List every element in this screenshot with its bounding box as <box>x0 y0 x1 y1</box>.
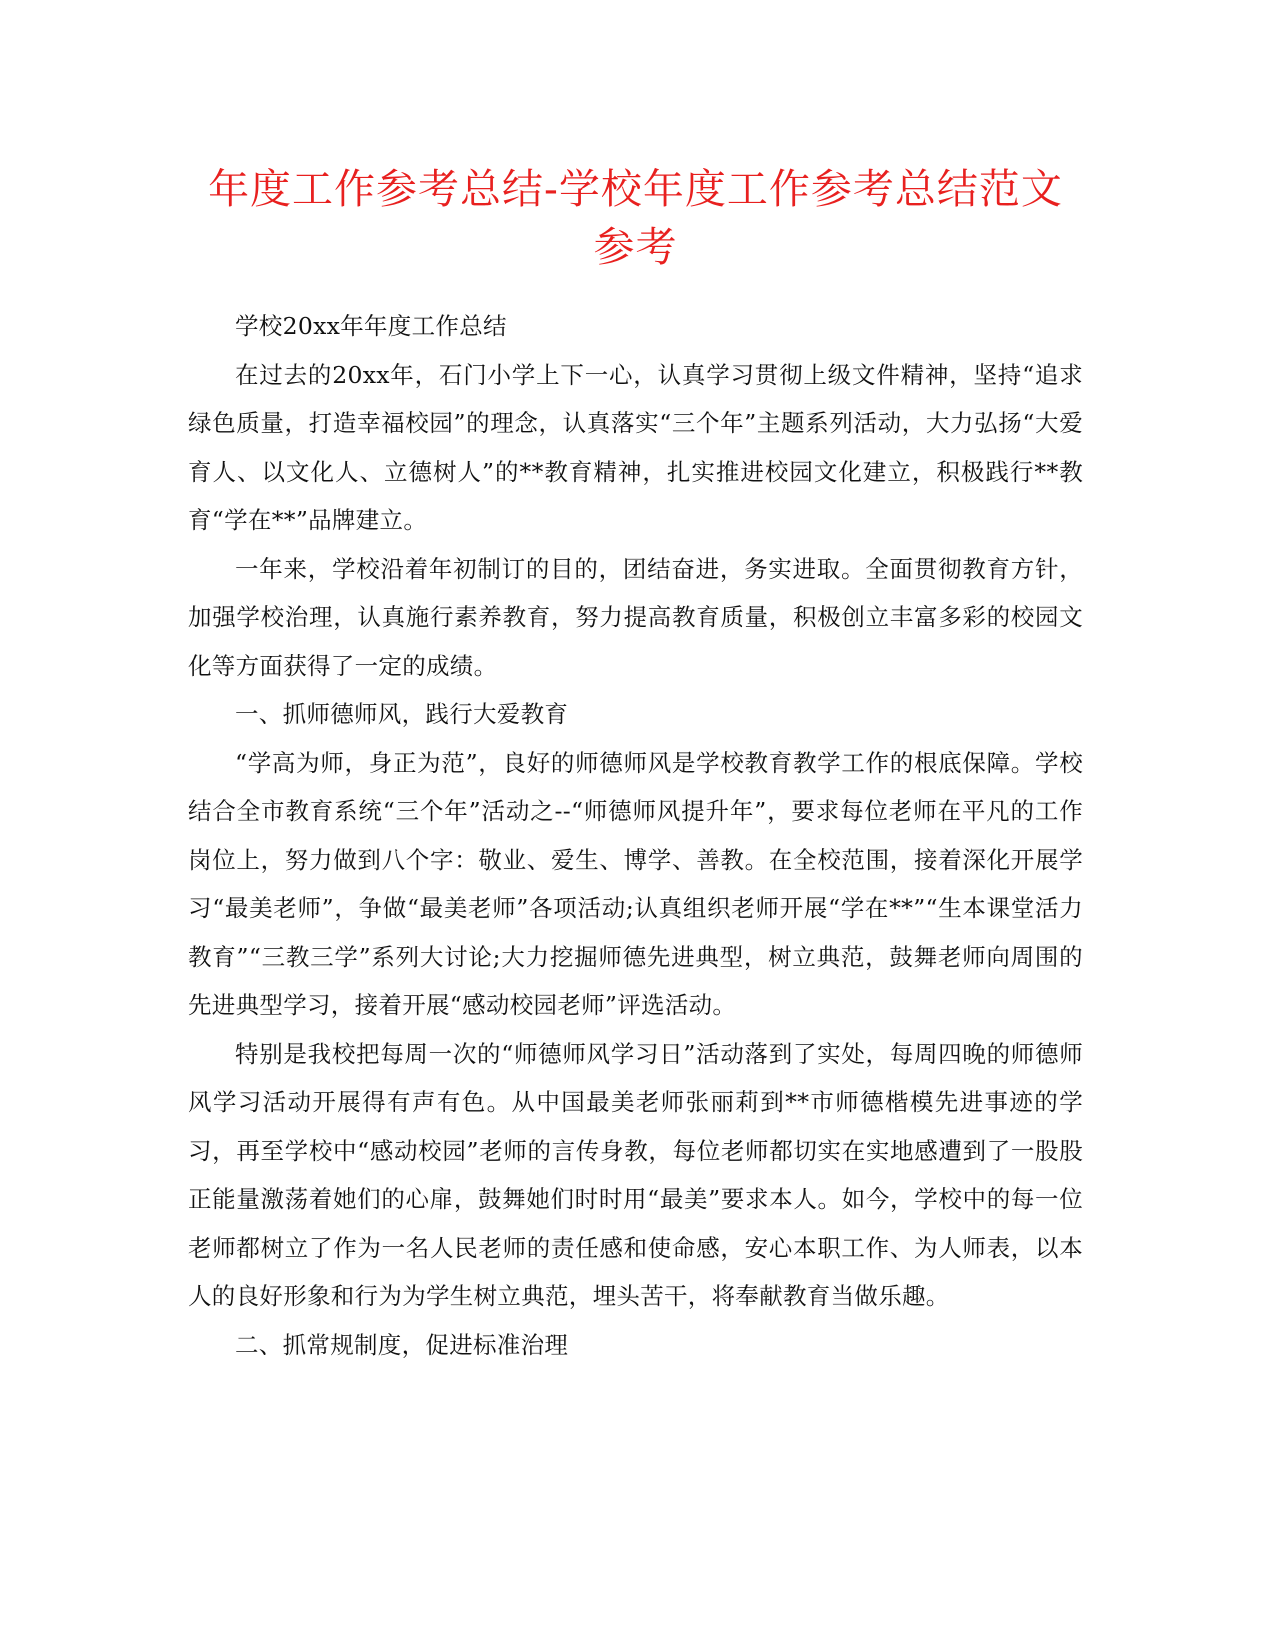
intro-paragraph-2: 一年来，学校沿着年初制订的目的，团结奋进，务实进取。全面贯彻教育方针，加强学校治理，认真施行素养教育，努力提高教育质量，积极创立丰富多彩的校园文化等方面获得了一定的成绩。 <box>188 554 1083 680</box>
document-page <box>188 160 1083 1369</box>
section-1-paragraph-1: “学高为师，身正为范”，良好的师德师风是学校教育教学工作的根底保障。学校结合全市教育系统“三个年”活动之--“师德师风提升年”，要求每位老师在平凡的工作岗位上，努力做到八个字：敬业、爱生、博学、善教。在全校范围，接着深化开展学习“最美老师”，争做“最美老师”各项活动;认真组织老师开展“学在**”“生本课堂活力教育”“三教三学”系列大讨论;大力挖掘师德先进典型，树立典范，鼓舞老师向周围的先进典型学习，接着开展“感动校园老师”评选活动。 <box>188 748 1083 1019</box>
section-1-paragraph-2: 特别是我校把每周一次的“师德师风学习日”活动落到了实处，每周四晚的师德师风学习活动开展得有声有色。从中国最美老师张丽莉到**市师德楷模先进事迹的学习，再至学校中“感动校园”老师的言传身教，每位老师都切实在实地感遭到了一股股正能量激荡着她们的心扉，鼓舞她们时时用“最美”要求本人。如今，学校中的每一位老师都树立了作为一名人民老师的责任感和使命感，安心本职工作、为人师表，以本人的良好形象和行为为学生树立典范，埋头苦干，将奉献教育当做乐趣。 <box>188 1039 1083 1310</box>
document-title: 年度工作参考总结-学校年度工作参考总结范文参考 <box>208 165 1063 271</box>
section-1-heading: 一、抓师德师风，践行大爱教育 <box>235 700 569 728</box>
document-subtitle: 学校20xx年年度工作总结 <box>235 312 507 340</box>
section-2-heading: 二、抓常规制度，促进标准治理 <box>235 1330 569 1359</box>
intro-paragraph-1: 在过去的20xx年，石门小学上下一心，认真学习贯彻上级文件精神，坚持“追求绿色质量，打造幸福校园”的理念，认真落实“三个年”主题系列活动，大力弘扬“大爱育人、以文化人、立德树人”的**教育精神，扎实推进校园文化建立，积极践行**教育“学在**”品牌建立。 <box>188 360 1083 534</box>
